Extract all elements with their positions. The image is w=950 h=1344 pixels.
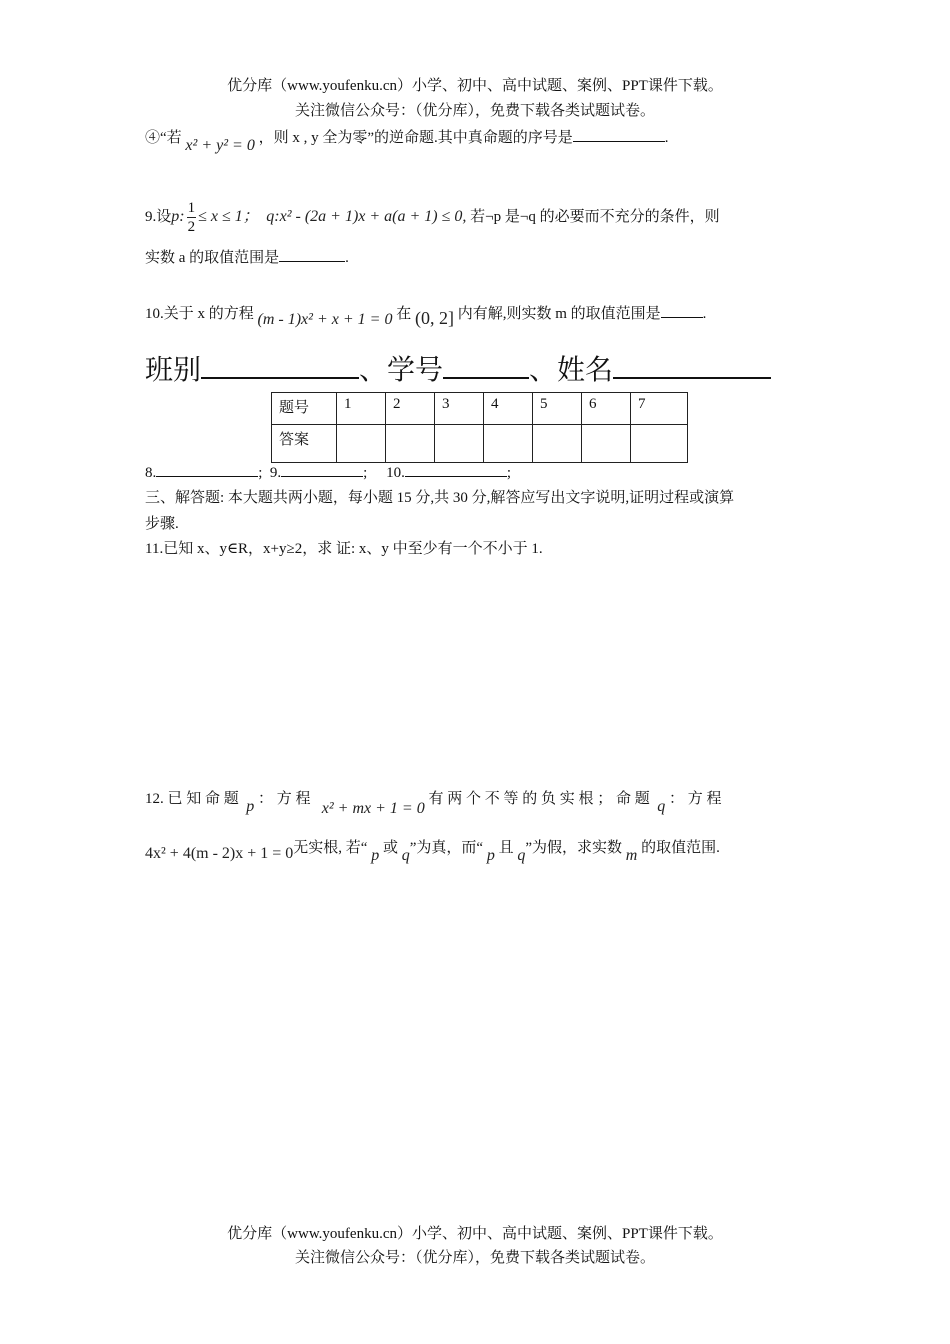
table-cell-number: 5 [533,393,582,425]
q12-part-6: ”为真，而“ [409,840,484,856]
table-row-answers [272,425,688,463]
q12-part-7: ”为假，求实数 [525,840,622,856]
q12-part-1: 12. 已 知 命 题 [145,791,239,807]
answer-cell-5[interactable] [533,425,582,463]
q10-line [145,302,707,328]
blank-9-field[interactable] [281,462,363,477]
q8-answer-blank[interactable] [573,127,665,142]
q12-or: 或 [382,840,398,856]
semicolon: ; [363,465,368,481]
q12-and: 且 [498,840,514,856]
semicolon: ; [506,465,512,481]
name-field[interactable] [613,353,771,379]
q12-line-2 [145,836,720,864]
student-info-line [145,348,771,388]
q8-item4 [145,126,669,154]
q9-q-expression: x² - (2a + 1)x + a(a + 1) ≤ 0, [279,207,467,225]
class-field[interactable] [201,353,359,379]
table-cell-number: 3 [435,393,484,425]
q10-suffix: 内有解,则实数 m 的取值范围是 [457,306,661,322]
blank-10-label: 10. [386,465,405,481]
student-id-label: 、学号 [359,353,444,386]
header-line-2: 关注微信公众号：（优分库），免费下载各类试题试卷。 [294,103,655,119]
blank-8-label: 8. [145,465,157,481]
q8-item4-text: ，则 x , y 全为零”的逆命题.其中真命题的序号是 [258,130,573,146]
answer-cell-4[interactable] [484,425,533,463]
fill-blank-line [145,462,511,482]
q9-p-rest: ≤ x ≤ 1； [198,207,259,225]
q12-p-var: p [371,847,380,864]
q10-prefix: 10.关于 x 的方程 [145,306,254,322]
q12-m-var: m [625,847,638,864]
q12-equation-2: 4x² + 4(m - 2)x + 1 = 0 [145,845,294,862]
q12-part-8: 的取值范围. [641,840,720,856]
q9-q-label: q: [266,207,280,225]
q10-end: . [702,306,707,322]
q12-equation-1: x² + mx + 1 = 0 [321,800,425,817]
q12-q-var: q [657,798,666,815]
answer-cell-6[interactable] [582,425,631,463]
q9-answer-blank[interactable] [279,247,345,262]
header-line-1: 优分库（www.youfenku.cn）小学、初中、高中试题、案例、PPT课件下载。 [227,78,723,94]
q12-part-3: 有 两 个 不 等 的 负 实 根 ； 命 题 [428,791,650,807]
q12-part-5: 无实根, 若“ [293,840,368,856]
q11-text: 11.已知 x、y∈R，x+y≥2，求 证: x、y 中至少有一个不小于 1. [145,541,543,557]
semicolon: ; [258,465,263,481]
footer-line-2: 关注微信公众号：（优分库），免费下载各类试题试卷。 [294,1250,655,1266]
blank-8-field[interactable] [156,462,258,477]
q8-end: . [664,130,669,146]
answer-cell-2[interactable] [386,425,435,463]
student-id-field[interactable] [443,353,529,379]
q12-line-1 [145,787,722,817]
blank-9-label: 9. [269,465,282,481]
q10-mid: 在 [396,306,412,322]
footer-line-1: 优分库（www.youfenku.cn）小学、初中、高中试题、案例、PPT课件下载。 [227,1226,723,1242]
answer-cell-7[interactable] [631,425,688,463]
q12-p-var: p [246,798,255,815]
q9-condition: 若¬p 是¬q 的必要而不充分的条件，则 [466,208,720,225]
q9-frac-num: 1 [187,200,196,216]
q9-line-2 [145,246,349,267]
q12-q-var: q [401,847,410,864]
class-label: 班别 [145,353,202,386]
answer-cell-3[interactable] [435,425,484,463]
q8-item4-prefix: ④“若 [145,130,182,146]
table-header-question-number: 题号 [272,393,337,425]
answer-table [271,392,688,463]
q10-answer-blank[interactable] [661,303,703,318]
table-cell-number: 6 [582,393,631,425]
q12-q-var: q [517,847,526,864]
q10-equation: (m - 1)x² + x + 1 = 0 [257,311,393,328]
q9-question: 实数 a 的取值范围是 [145,250,280,266]
table-cell-number: 1 [337,393,386,425]
q9-fraction [187,199,197,236]
q10-interval: (0, 2] [414,308,454,328]
q9-line-1 [145,199,720,236]
q12-part-4: ： 方 程 [669,791,722,807]
q9-label: 9.设 [145,208,172,225]
q12-p-var: p [486,847,495,864]
q8-item4-equation: x² + y² = 0 [185,137,255,154]
q9-end: . [345,250,349,266]
table-row-numbers [272,393,688,425]
answer-cell-1[interactable] [337,425,386,463]
q12-part-2: ： 方 程 [258,791,311,807]
section3-line-2: 步骤. [145,516,179,532]
section3-line-1: 三、解答题: 本大题共两小题，每小题 15 分,共 30 分,解答应写出文字说明,证明过程或演算 [145,490,735,506]
table-header-answer: 答案 [272,425,337,463]
table-cell-number: 7 [631,393,688,425]
table-cell-number: 2 [386,393,435,425]
name-label: 、姓名 [529,353,614,386]
q9-frac-den: 2 [187,219,196,235]
table-cell-number: 4 [484,393,533,425]
q9-p-label: p: [171,207,185,225]
blank-10-field[interactable] [405,462,507,477]
